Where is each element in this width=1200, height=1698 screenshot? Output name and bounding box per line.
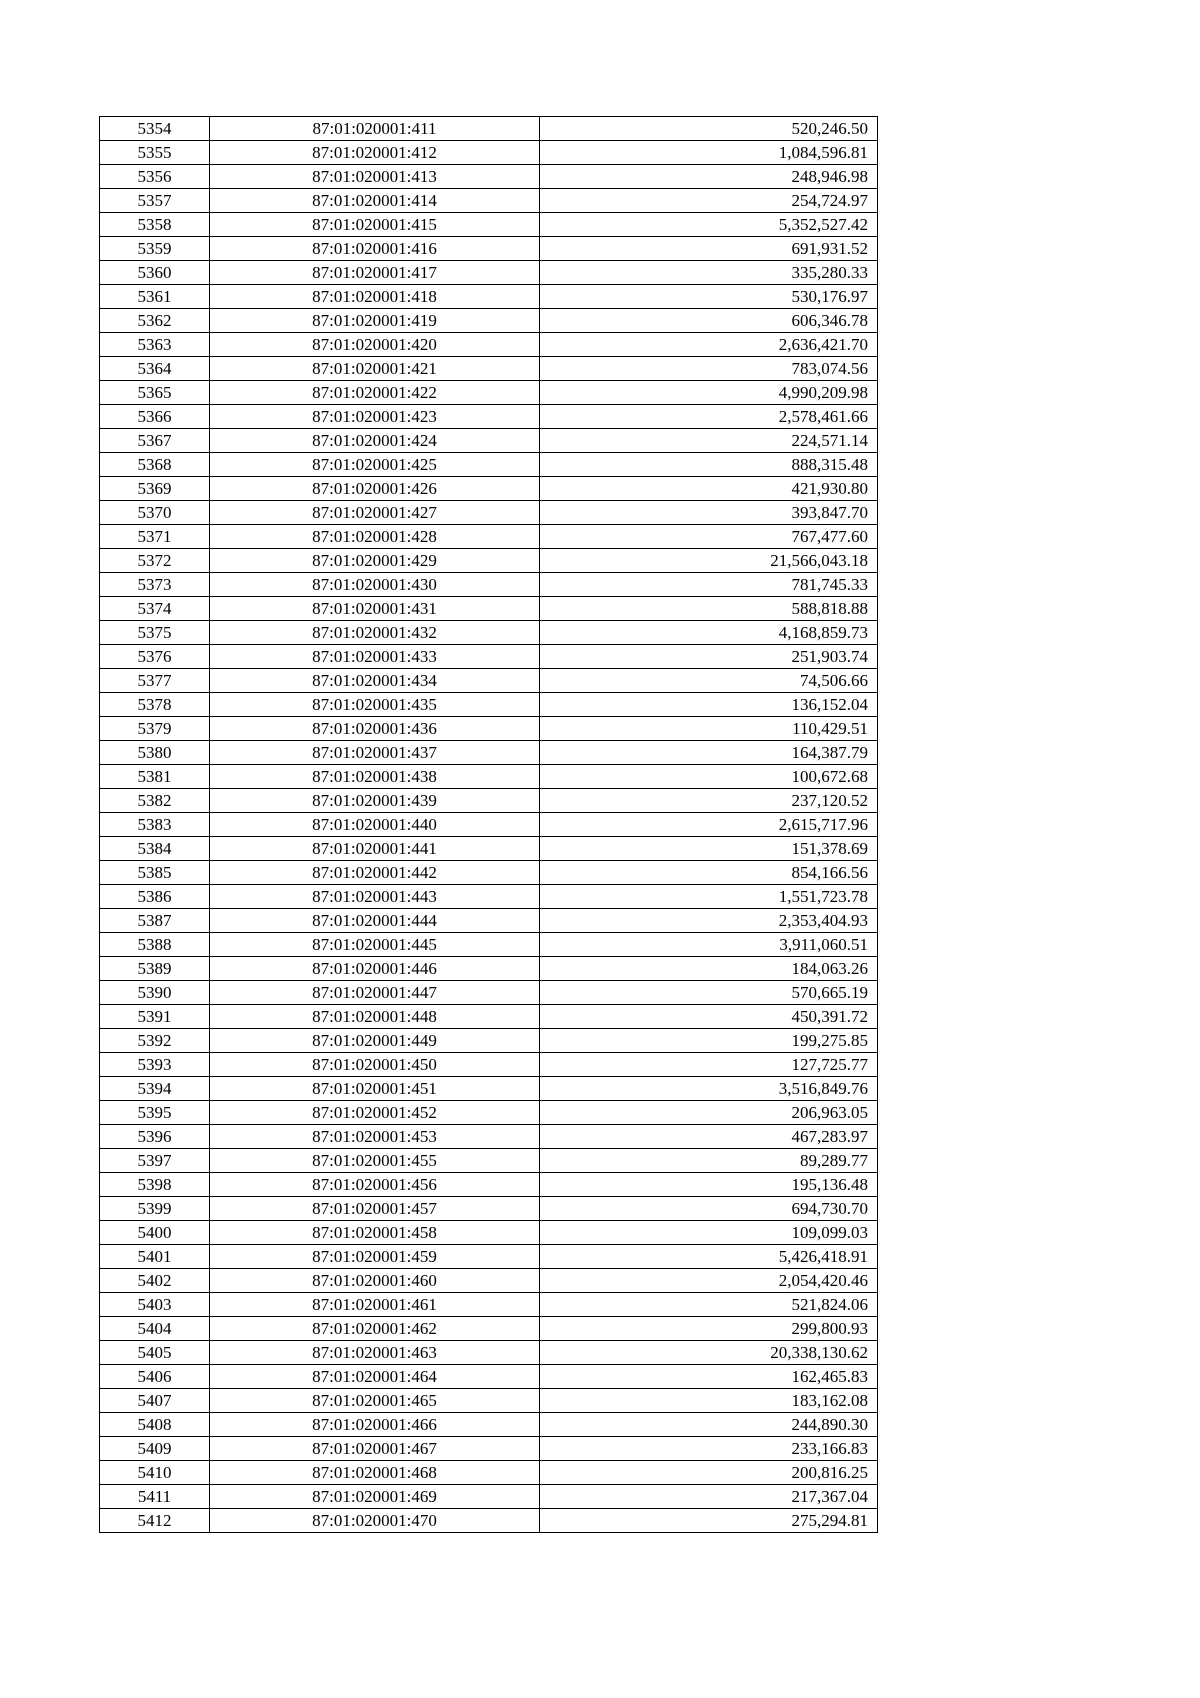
cadastral-number-cell: 87:01:020001:453 <box>210 1125 540 1149</box>
row-number-cell: 5369 <box>100 477 210 501</box>
cadastral-number-cell: 87:01:020001:438 <box>210 765 540 789</box>
row-number-cell: 5368 <box>100 453 210 477</box>
row-number-cell: 5387 <box>100 909 210 933</box>
table-row <box>100 717 878 741</box>
table-row <box>100 597 878 621</box>
table-row <box>100 117 878 141</box>
row-number-cell: 5359 <box>100 237 210 261</box>
value-cell: 2,353,404.93 <box>540 909 878 933</box>
value-cell: 2,578,461.66 <box>540 405 878 429</box>
cadastral-number-cell: 87:01:020001:421 <box>210 357 540 381</box>
cadastral-number-cell: 87:01:020001:466 <box>210 1413 540 1437</box>
cadastral-number-cell: 87:01:020001:445 <box>210 933 540 957</box>
cadastral-number-cell: 87:01:020001:442 <box>210 861 540 885</box>
row-number-cell: 5404 <box>100 1317 210 1341</box>
row-number-cell: 5366 <box>100 405 210 429</box>
cadastral-number-cell: 87:01:020001:451 <box>210 1077 540 1101</box>
value-cell: 5,352,527.42 <box>540 213 878 237</box>
row-number-cell: 5411 <box>100 1485 210 1509</box>
row-number-cell: 5383 <box>100 813 210 837</box>
row-number-cell: 5372 <box>100 549 210 573</box>
value-cell: 520,246.50 <box>540 117 878 141</box>
cadastral-number-cell: 87:01:020001:440 <box>210 813 540 837</box>
row-number-cell: 5394 <box>100 1077 210 1101</box>
row-number-cell: 5400 <box>100 1221 210 1245</box>
row-number-cell: 5397 <box>100 1149 210 1173</box>
row-number-cell: 5380 <box>100 741 210 765</box>
value-cell: 767,477.60 <box>540 525 878 549</box>
cadastral-number-cell: 87:01:020001:467 <box>210 1437 540 1461</box>
row-number-cell: 5406 <box>100 1365 210 1389</box>
table-row <box>100 285 878 309</box>
row-number-cell: 5361 <box>100 285 210 309</box>
row-number-cell: 5375 <box>100 621 210 645</box>
value-cell: 2,615,717.96 <box>540 813 878 837</box>
table-row <box>100 1317 878 1341</box>
table-row <box>100 1461 878 1485</box>
cadastral-number-cell: 87:01:020001:424 <box>210 429 540 453</box>
value-cell: 783,074.56 <box>540 357 878 381</box>
row-number-cell: 5410 <box>100 1461 210 1485</box>
table-row <box>100 1509 878 1533</box>
table-row <box>100 237 878 261</box>
value-cell: 248,946.98 <box>540 165 878 189</box>
cadastral-number-cell: 87:01:020001:446 <box>210 957 540 981</box>
value-cell: 183,162.08 <box>540 1389 878 1413</box>
table-row <box>100 1053 878 1077</box>
value-cell: 110,429.51 <box>540 717 878 741</box>
value-cell: 467,283.97 <box>540 1125 878 1149</box>
table-row <box>100 1269 878 1293</box>
cadastral-number-cell: 87:01:020001:420 <box>210 333 540 357</box>
table-row <box>100 1197 878 1221</box>
cadastral-number-cell: 87:01:020001:436 <box>210 717 540 741</box>
value-cell: 691,931.52 <box>540 237 878 261</box>
value-cell: 251,903.74 <box>540 645 878 669</box>
cadastral-number-cell: 87:01:020001:437 <box>210 741 540 765</box>
table-row <box>100 165 878 189</box>
cadastral-number-cell: 87:01:020001:461 <box>210 1293 540 1317</box>
row-number-cell: 5408 <box>100 1413 210 1437</box>
table-row <box>100 1077 878 1101</box>
value-cell: 224,571.14 <box>540 429 878 453</box>
row-number-cell: 5378 <box>100 693 210 717</box>
cadastral-number-cell: 87:01:020001:447 <box>210 981 540 1005</box>
value-cell: 4,168,859.73 <box>540 621 878 645</box>
value-cell: 299,800.93 <box>540 1317 878 1341</box>
row-number-cell: 5398 <box>100 1173 210 1197</box>
value-cell: 206,963.05 <box>540 1101 878 1125</box>
value-cell: 100,672.68 <box>540 765 878 789</box>
value-cell: 588,818.88 <box>540 597 878 621</box>
table-row <box>100 741 878 765</box>
table-row <box>100 213 878 237</box>
value-cell: 2,054,420.46 <box>540 1269 878 1293</box>
value-cell: 854,166.56 <box>540 861 878 885</box>
table-row <box>100 621 878 645</box>
row-number-cell: 5376 <box>100 645 210 669</box>
cadastral-number-cell: 87:01:020001:462 <box>210 1317 540 1341</box>
row-number-cell: 5401 <box>100 1245 210 1269</box>
cadastral-number-cell: 87:01:020001:464 <box>210 1365 540 1389</box>
cadastral-number-cell: 87:01:020001:439 <box>210 789 540 813</box>
row-number-cell: 5357 <box>100 189 210 213</box>
cadastral-number-cell: 87:01:020001:435 <box>210 693 540 717</box>
cadastral-number-cell: 87:01:020001:415 <box>210 213 540 237</box>
row-number-cell: 5362 <box>100 309 210 333</box>
row-number-cell: 5389 <box>100 957 210 981</box>
value-cell: 254,724.97 <box>540 189 878 213</box>
table-row <box>100 141 878 165</box>
table-row <box>100 813 878 837</box>
table-row <box>100 453 878 477</box>
table-row <box>100 1173 878 1197</box>
table-row <box>100 1029 878 1053</box>
cadastral-number-cell: 87:01:020001:429 <box>210 549 540 573</box>
row-number-cell: 5405 <box>100 1341 210 1365</box>
cadastral-number-cell: 87:01:020001:434 <box>210 669 540 693</box>
row-number-cell: 5385 <box>100 861 210 885</box>
row-number-cell: 5402 <box>100 1269 210 1293</box>
table-body <box>100 117 878 1533</box>
value-cell: 781,745.33 <box>540 573 878 597</box>
table-row <box>100 549 878 573</box>
cadastral-number-cell: 87:01:020001:450 <box>210 1053 540 1077</box>
cadastral-number-cell: 87:01:020001:430 <box>210 573 540 597</box>
cadastral-number-cell: 87:01:020001:414 <box>210 189 540 213</box>
value-cell: 244,890.30 <box>540 1413 878 1437</box>
cadastral-value-table <box>99 116 878 1533</box>
value-cell: 3,911,060.51 <box>540 933 878 957</box>
cadastral-number-cell: 87:01:020001:460 <box>210 1269 540 1293</box>
table-row <box>100 333 878 357</box>
value-cell: 217,367.04 <box>540 1485 878 1509</box>
table-row <box>100 1149 878 1173</box>
cadastral-number-cell: 87:01:020001:416 <box>210 237 540 261</box>
value-cell: 606,346.78 <box>540 309 878 333</box>
table-row <box>100 837 878 861</box>
table-row <box>100 1365 878 1389</box>
cadastral-number-cell: 87:01:020001:449 <box>210 1029 540 1053</box>
table-row <box>100 573 878 597</box>
value-cell: 199,275.85 <box>540 1029 878 1053</box>
table-row <box>100 1389 878 1413</box>
value-cell: 109,099.03 <box>540 1221 878 1245</box>
row-number-cell: 5412 <box>100 1509 210 1533</box>
cadastral-number-cell: 87:01:020001:428 <box>210 525 540 549</box>
table-row <box>100 693 878 717</box>
value-cell: 89,289.77 <box>540 1149 878 1173</box>
table-row <box>100 957 878 981</box>
row-number-cell: 5356 <box>100 165 210 189</box>
row-number-cell: 5364 <box>100 357 210 381</box>
table-row <box>100 357 878 381</box>
value-cell: 335,280.33 <box>540 261 878 285</box>
table-row <box>100 189 878 213</box>
cadastral-number-cell: 87:01:020001:463 <box>210 1341 540 1365</box>
table-row <box>100 1485 878 1509</box>
table-row <box>100 381 878 405</box>
table-row <box>100 429 878 453</box>
row-number-cell: 5360 <box>100 261 210 285</box>
row-number-cell: 5393 <box>100 1053 210 1077</box>
row-number-cell: 5399 <box>100 1197 210 1221</box>
table-row <box>100 1341 878 1365</box>
table-row <box>100 765 878 789</box>
cadastral-number-cell: 87:01:020001:419 <box>210 309 540 333</box>
table-row <box>100 1125 878 1149</box>
cadastral-number-cell: 87:01:020001:444 <box>210 909 540 933</box>
cadastral-number-cell: 87:01:020001:426 <box>210 477 540 501</box>
value-cell: 4,990,209.98 <box>540 381 878 405</box>
cadastral-number-cell: 87:01:020001:456 <box>210 1173 540 1197</box>
row-number-cell: 5371 <box>100 525 210 549</box>
cadastral-number-cell: 87:01:020001:417 <box>210 261 540 285</box>
table-row <box>100 933 878 957</box>
value-cell: 162,465.83 <box>540 1365 878 1389</box>
row-number-cell: 5384 <box>100 837 210 861</box>
row-number-cell: 5354 <box>100 117 210 141</box>
row-number-cell: 5386 <box>100 885 210 909</box>
row-number-cell: 5358 <box>100 213 210 237</box>
value-cell: 164,387.79 <box>540 741 878 765</box>
row-number-cell: 5390 <box>100 981 210 1005</box>
value-cell: 237,120.52 <box>540 789 878 813</box>
cadastral-number-cell: 87:01:020001:470 <box>210 1509 540 1533</box>
value-cell: 888,315.48 <box>540 453 878 477</box>
cadastral-number-cell: 87:01:020001:431 <box>210 597 540 621</box>
value-cell: 5,426,418.91 <box>540 1245 878 1269</box>
row-number-cell: 5355 <box>100 141 210 165</box>
value-cell: 233,166.83 <box>540 1437 878 1461</box>
cadastral-number-cell: 87:01:020001:411 <box>210 117 540 141</box>
row-number-cell: 5367 <box>100 429 210 453</box>
cadastral-number-cell: 87:01:020001:422 <box>210 381 540 405</box>
table-row <box>100 477 878 501</box>
table-row <box>100 885 878 909</box>
value-cell: 530,176.97 <box>540 285 878 309</box>
value-cell: 74,506.66 <box>540 669 878 693</box>
cadastral-number-cell: 87:01:020001:455 <box>210 1149 540 1173</box>
value-cell: 21,566,043.18 <box>540 549 878 573</box>
cadastral-number-cell: 87:01:020001:452 <box>210 1101 540 1125</box>
cadastral-number-cell: 87:01:020001:432 <box>210 621 540 645</box>
row-number-cell: 5388 <box>100 933 210 957</box>
table-row <box>100 1101 878 1125</box>
row-number-cell: 5403 <box>100 1293 210 1317</box>
value-cell: 1,084,596.81 <box>540 141 878 165</box>
row-number-cell: 5392 <box>100 1029 210 1053</box>
table-row <box>100 981 878 1005</box>
cadastral-number-cell: 87:01:020001:448 <box>210 1005 540 1029</box>
table-row <box>100 1437 878 1461</box>
value-cell: 195,136.48 <box>540 1173 878 1197</box>
table-row <box>100 909 878 933</box>
cadastral-number-cell: 87:01:020001:468 <box>210 1461 540 1485</box>
value-cell: 393,847.70 <box>540 501 878 525</box>
value-cell: 521,824.06 <box>540 1293 878 1317</box>
cadastral-number-cell: 87:01:020001:418 <box>210 285 540 309</box>
table-row <box>100 1005 878 1029</box>
table-row <box>100 1221 878 1245</box>
cadastral-number-cell: 87:01:020001:427 <box>210 501 540 525</box>
row-number-cell: 5370 <box>100 501 210 525</box>
cadastral-number-cell: 87:01:020001:465 <box>210 1389 540 1413</box>
row-number-cell: 5382 <box>100 789 210 813</box>
value-cell: 151,378.69 <box>540 837 878 861</box>
cadastral-number-cell: 87:01:020001:423 <box>210 405 540 429</box>
row-number-cell: 5409 <box>100 1437 210 1461</box>
value-cell: 570,665.19 <box>540 981 878 1005</box>
table-row <box>100 645 878 669</box>
table-row <box>100 309 878 333</box>
cadastral-number-cell: 87:01:020001:413 <box>210 165 540 189</box>
value-cell: 694,730.70 <box>540 1197 878 1221</box>
row-number-cell: 5373 <box>100 573 210 597</box>
value-cell: 275,294.81 <box>540 1509 878 1533</box>
table-row <box>100 525 878 549</box>
table-row <box>100 669 878 693</box>
table-row <box>100 861 878 885</box>
row-number-cell: 5381 <box>100 765 210 789</box>
table-row <box>100 1245 878 1269</box>
table-row <box>100 789 878 813</box>
cadastral-number-cell: 87:01:020001:469 <box>210 1485 540 1509</box>
value-cell: 3,516,849.76 <box>540 1077 878 1101</box>
cadastral-number-cell: 87:01:020001:458 <box>210 1221 540 1245</box>
value-cell: 1,551,723.78 <box>540 885 878 909</box>
cadastral-number-cell: 87:01:020001:441 <box>210 837 540 861</box>
row-number-cell: 5379 <box>100 717 210 741</box>
value-cell: 184,063.26 <box>540 957 878 981</box>
cadastral-number-cell: 87:01:020001:457 <box>210 1197 540 1221</box>
cadastral-number-cell: 87:01:020001:433 <box>210 645 540 669</box>
table-row <box>100 405 878 429</box>
table-row <box>100 261 878 285</box>
value-cell: 2,636,421.70 <box>540 333 878 357</box>
value-cell: 136,152.04 <box>540 693 878 717</box>
table-row <box>100 1293 878 1317</box>
value-cell: 421,930.80 <box>540 477 878 501</box>
row-number-cell: 5374 <box>100 597 210 621</box>
row-number-cell: 5363 <box>100 333 210 357</box>
table-row <box>100 1413 878 1437</box>
row-number-cell: 5365 <box>100 381 210 405</box>
row-number-cell: 5395 <box>100 1101 210 1125</box>
cadastral-number-cell: 87:01:020001:459 <box>210 1245 540 1269</box>
cadastral-number-cell: 87:01:020001:412 <box>210 141 540 165</box>
value-cell: 200,816.25 <box>540 1461 878 1485</box>
table-row <box>100 501 878 525</box>
row-number-cell: 5391 <box>100 1005 210 1029</box>
row-number-cell: 5396 <box>100 1125 210 1149</box>
value-cell: 20,338,130.62 <box>540 1341 878 1365</box>
cadastral-number-cell: 87:01:020001:425 <box>210 453 540 477</box>
row-number-cell: 5407 <box>100 1389 210 1413</box>
cadastral-number-cell: 87:01:020001:443 <box>210 885 540 909</box>
value-cell: 127,725.77 <box>540 1053 878 1077</box>
value-cell: 450,391.72 <box>540 1005 878 1029</box>
row-number-cell: 5377 <box>100 669 210 693</box>
